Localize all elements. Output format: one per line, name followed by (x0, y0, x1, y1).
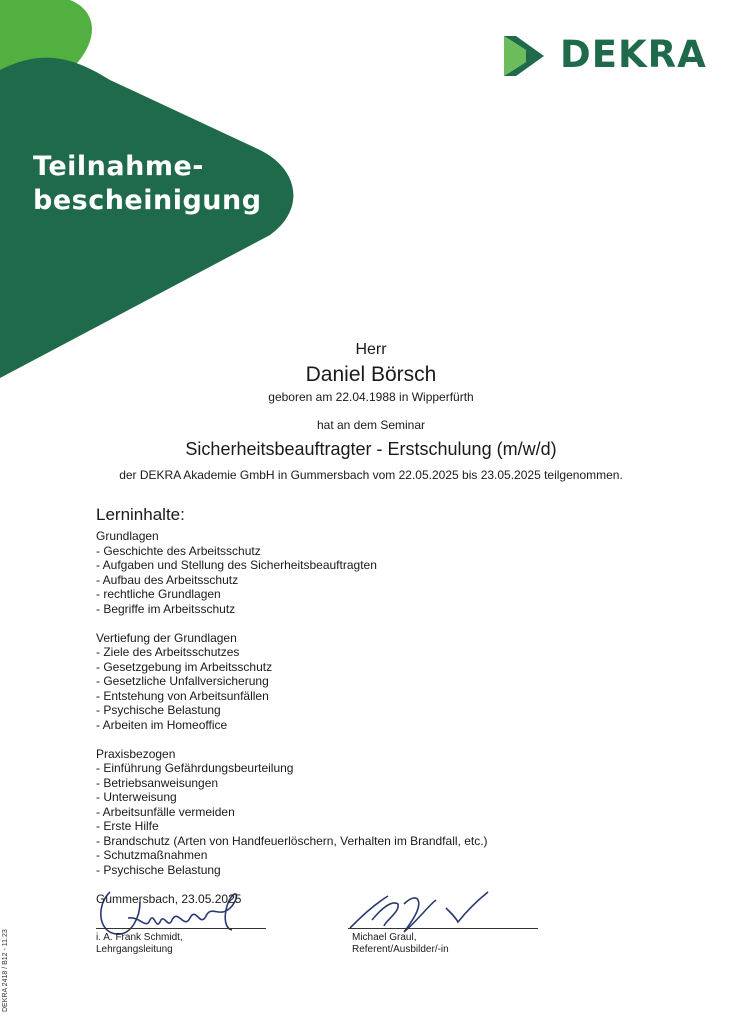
content-group-advanced (96, 631, 488, 733)
content-group-basics (96, 529, 488, 616)
list-item: - Betriebsanweisungen (96, 775, 219, 790)
list-item: - rechtliche Grundlagen (96, 587, 221, 601)
list-item: - Entstehung von Arbeitsunfällen (96, 688, 269, 703)
logo-text: DEKRA (560, 33, 707, 76)
signer-role-left: Lehrgangsleitung (96, 944, 173, 955)
list-item: - Schutzmaßnahmen (96, 848, 208, 862)
list-item: - Psychische Belastung (96, 862, 221, 877)
list-item: - Arbeiten im Homeoffice (96, 717, 228, 732)
signature-place-date: Gummersbach, 23.05.2025 (96, 892, 242, 906)
list-item: - Psychische Belastung (96, 703, 221, 717)
list-item: - Gesetzliche Unfallversicherung (96, 674, 269, 688)
list-item: - Unterweisung (96, 790, 177, 804)
group-title: Praxisbezogen (96, 746, 176, 761)
list-item: - Einführung Gefährdungsbeurteilung (96, 761, 294, 775)
signature-line-right (348, 928, 538, 929)
group-title: Grundlagen (96, 529, 159, 543)
list-item: - Aufbau des Arbeitsschutz (96, 572, 239, 587)
signature-block-right (352, 932, 449, 956)
content-list (96, 529, 488, 892)
dekra-logo-icon (500, 30, 550, 82)
list-item: - Geschichte des Arbeitsschutz (96, 543, 261, 558)
signer-name-right: Michael Graul, (352, 932, 417, 943)
title-line-1: Teilnahme- (33, 151, 204, 182)
seminar-intro: hat an dem Seminar (316, 418, 426, 432)
salutation: Herr (355, 341, 387, 358)
list-item: - Aufgaben und Stellung des Sicherheitsbeauftragten (96, 558, 377, 572)
signer-name-left: i. A. Frank Schmidt, (96, 932, 183, 943)
list-item: - Arbeitsunfälle vermeiden (96, 804, 235, 819)
group-title: Vertiefung der Grundlagen (96, 630, 237, 645)
document-title (33, 150, 262, 218)
title-line-2: bescheinigung (33, 185, 262, 216)
list-item: - Gesetzgebung im Arbeitsschutz (96, 659, 273, 674)
participant-name: Daniel Börsch (305, 363, 437, 386)
participation-statement: der DEKRA Akademie GmbH in Gummersbach vom 22.05.2025 bis 23.05.2025 teilgenommen. (119, 468, 623, 482)
list-item: - Ziele des Arbeitsschutzes (96, 645, 240, 659)
seminar-title: Sicherheitsbeauftragter - Erstschulung (m/w/d) (185, 439, 557, 459)
list-item: - Begriffe im Arbeitsschutz (96, 601, 236, 616)
content-group-practice (96, 747, 488, 878)
signer-role-right: Referent/Ausbilder/-in (352, 944, 449, 955)
birth-info: geboren am 22.04.1988 in Wipperfürth (268, 390, 474, 404)
hand-signature-right (350, 892, 488, 932)
list-item: - Erste Hilfe (96, 819, 159, 833)
content-heading: Lerninhalte: (96, 505, 185, 524)
signature-block-left (96, 932, 183, 956)
signature-line-left (96, 928, 266, 929)
form-code: DEKRA 2418 / B12 - 11.23 (2, 929, 9, 1012)
list-item: - Brandschutz (Arten von Handfeuerlöschern, Verhalten im Brandfall, etc.) (96, 833, 488, 848)
